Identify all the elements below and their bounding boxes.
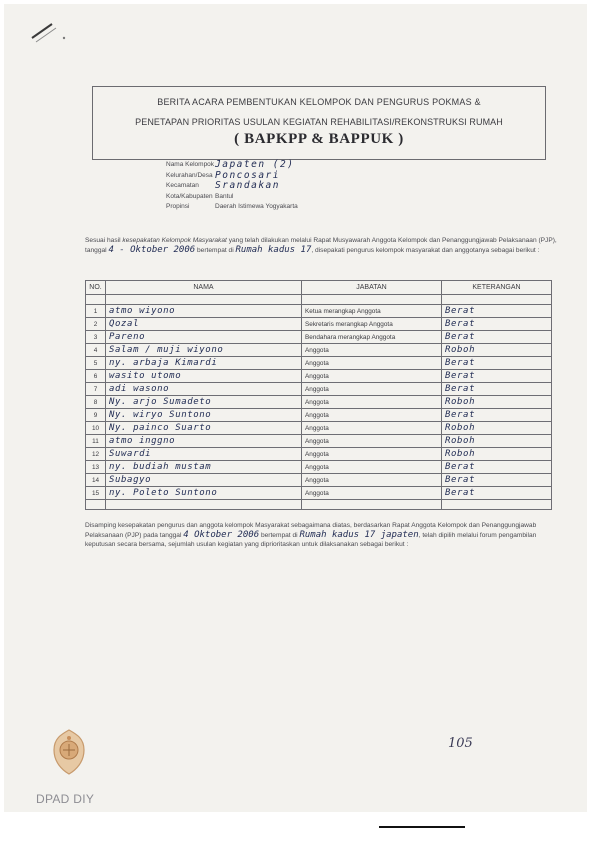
intro-paragraph [85, 236, 557, 255]
member-name: ny. Poleto Suntono [106, 487, 302, 500]
member-role: Anggota [302, 344, 442, 357]
row-number: 1 [86, 305, 106, 318]
member-role: Anggota [302, 357, 442, 370]
member-name: Ny. painco Suarto [106, 422, 302, 435]
member-name: atmo inggno [106, 435, 302, 448]
staple-mark [30, 16, 80, 46]
archive-seal-icon [50, 728, 88, 776]
member-role: Ketua merangkap Anggota [302, 305, 442, 318]
member-note: Berat [442, 331, 552, 344]
member-name: adi wasono [106, 383, 302, 396]
table-row [86, 318, 552, 331]
member-role: Anggota [302, 396, 442, 409]
field-kelurahan-desa [166, 169, 426, 183]
field-kota-kabupaten [166, 193, 426, 204]
column-header-jabatan: JABATAN [302, 281, 442, 295]
watermark-label: DPAD DIY [36, 792, 95, 806]
meeting-place: Rumah kadus 17 japaten [299, 529, 419, 540]
row-number: 8 [86, 396, 106, 409]
member-note: Berat [442, 461, 552, 474]
member-role: Anggota [302, 448, 442, 461]
column-header-keterangan: KETERANGAN [442, 281, 552, 295]
member-name: Suwardi [106, 448, 302, 461]
member-note: Berat [442, 318, 552, 331]
field-kecamatan [166, 182, 426, 193]
field-nama-kelompok [166, 161, 426, 172]
document-title-acronym: ( BAPKPP & BAPPUK ) [234, 131, 404, 147]
meeting-date: 4 - Oktober 2006 [108, 244, 196, 255]
member-note: Roboh [442, 422, 552, 435]
member-role: Sekretaris merangkap Anggota [302, 318, 442, 331]
table-row [86, 383, 552, 396]
row-number: 15 [86, 487, 106, 500]
table-row [86, 461, 552, 474]
table-row [86, 422, 552, 435]
table-row [86, 305, 552, 318]
row-number: 12 [86, 448, 106, 461]
intro-emphasis: kesepakatan Kelompok Masyarakat [122, 237, 227, 244]
member-note: Berat [442, 305, 552, 318]
member-note: Berat [442, 357, 552, 370]
row-number: 3 [86, 331, 106, 344]
member-note: Berat [442, 383, 552, 396]
field-value: Daerah Istimewa Yogyakarta [215, 203, 298, 210]
closing-paragraph [85, 521, 557, 550]
page-number: 105 [448, 736, 473, 751]
header-box [92, 86, 546, 160]
member-role: Anggota [302, 409, 442, 422]
table-row [86, 409, 552, 422]
field-value: Bantul [215, 192, 234, 200]
member-name: Ny. arjo Sumadeto [106, 396, 302, 409]
row-number: 2 [86, 318, 106, 331]
table-row [86, 474, 552, 487]
table-spacer-row [86, 295, 552, 305]
field-value: Srandakan [215, 180, 280, 191]
member-role: Anggota [302, 435, 442, 448]
member-note: Berat [442, 474, 552, 487]
field-label: Kota/Kabupaten [166, 192, 213, 200]
column-header-no: NO. [86, 281, 106, 295]
row-number: 13 [86, 461, 106, 474]
member-note: Berat [442, 409, 552, 422]
row-number: 9 [86, 409, 106, 422]
row-number: 10 [86, 422, 106, 435]
identity-fields [166, 161, 426, 214]
member-note: Berat [442, 487, 552, 500]
table-row [86, 396, 552, 409]
member-name: ny. arbaja Kimardi [106, 357, 302, 370]
field-label: Kelurahan/Desa [166, 171, 213, 179]
table-row [86, 331, 552, 344]
document-title-line-2: PENETAPAN PRIORITAS USULAN KEGIATAN REHABILITASI/REKONSTRUKSI RUMAH [135, 117, 503, 127]
field-propinsi [166, 203, 426, 214]
member-name: Ny. wiryo Suntono [106, 409, 302, 422]
row-number: 6 [86, 370, 106, 383]
table-row [86, 370, 552, 383]
member-note: Roboh [442, 396, 552, 409]
closing-text: Disamping kesepakatan pengurus dan anggota kelompok Masyarakat sebagaimana diatas, berdasarkan Rapat Anggota Kelompok dan Penanggungjawab Pelaksanaan (PJP) pada tanggal [85, 522, 537, 539]
member-name: Qozal [106, 318, 302, 331]
table-row [86, 435, 552, 448]
member-role: Anggota [302, 383, 442, 396]
table-row [86, 448, 552, 461]
member-role: Anggota [302, 487, 442, 500]
row-number: 7 [86, 383, 106, 396]
column-header-nama: NAMA [106, 281, 302, 295]
row-number: 5 [86, 357, 106, 370]
field-label: Nama Kelompok [166, 161, 215, 168]
member-name: Pareno [106, 331, 302, 344]
table-spacer-row [86, 500, 552, 510]
row-number: 14 [86, 474, 106, 487]
intro-text: yang telah dilakukan melalui Rapat Musyawarah Anggota Kelompok dan Penanggungjawab Pelaksanaan (PJP), tanggal [85, 237, 557, 254]
member-name: Subagyo [106, 474, 302, 487]
member-note: Roboh [442, 448, 552, 461]
table-header-row [86, 281, 552, 295]
closing-text: bertempat di [259, 531, 300, 539]
members-table [85, 280, 552, 510]
member-role: Anggota [302, 474, 442, 487]
table-row [86, 357, 552, 370]
meeting-date: 4 Oktober 2006 [183, 529, 260, 540]
table-row [86, 344, 552, 357]
member-name: wasito utomo [106, 370, 302, 383]
row-number: 4 [86, 344, 106, 357]
table-row [86, 487, 552, 500]
member-note: Roboh [442, 435, 552, 448]
member-name: ny. budiah mustam [106, 461, 302, 474]
member-note: Roboh [442, 344, 552, 357]
document-title-line-1: BERITA ACARA PEMBENTUKAN KELOMPOK DAN PENGURUS POKMAS & [157, 97, 481, 107]
intro-text: bertempat di [195, 246, 236, 254]
field-label: Kecamatan [166, 182, 199, 189]
member-name: atmo wiyono [106, 305, 302, 318]
intro-text: , disepakati pengurus kelompok masyarakat dan anggotanya sebagai berikut : [311, 246, 540, 254]
member-role: Anggota [302, 370, 442, 383]
meeting-place: Rumah kadus 17 [235, 244, 312, 255]
field-value: Poncosari [215, 169, 280, 181]
member-name: Salam / muji wiyono [106, 344, 302, 357]
field-value: Japaten (2) [215, 159, 295, 170]
field-label: Propinsi [166, 203, 190, 210]
member-role: Anggota [302, 422, 442, 435]
closing-text: , telah dipilih melalui forum pengambilan keputusan secara bersama, sejumlah usulan kegiatan yang diprioritaskan untuk dilaksanakan sebagai berikut : [85, 531, 537, 548]
member-role: Bendahara merangkap Anggota [302, 331, 442, 344]
row-number: 11 [86, 435, 106, 448]
bottom-rule [379, 826, 465, 828]
intro-text: Sesuai hasil [85, 237, 123, 244]
member-role: Anggota [302, 461, 442, 474]
member-note: Berat [442, 370, 552, 383]
